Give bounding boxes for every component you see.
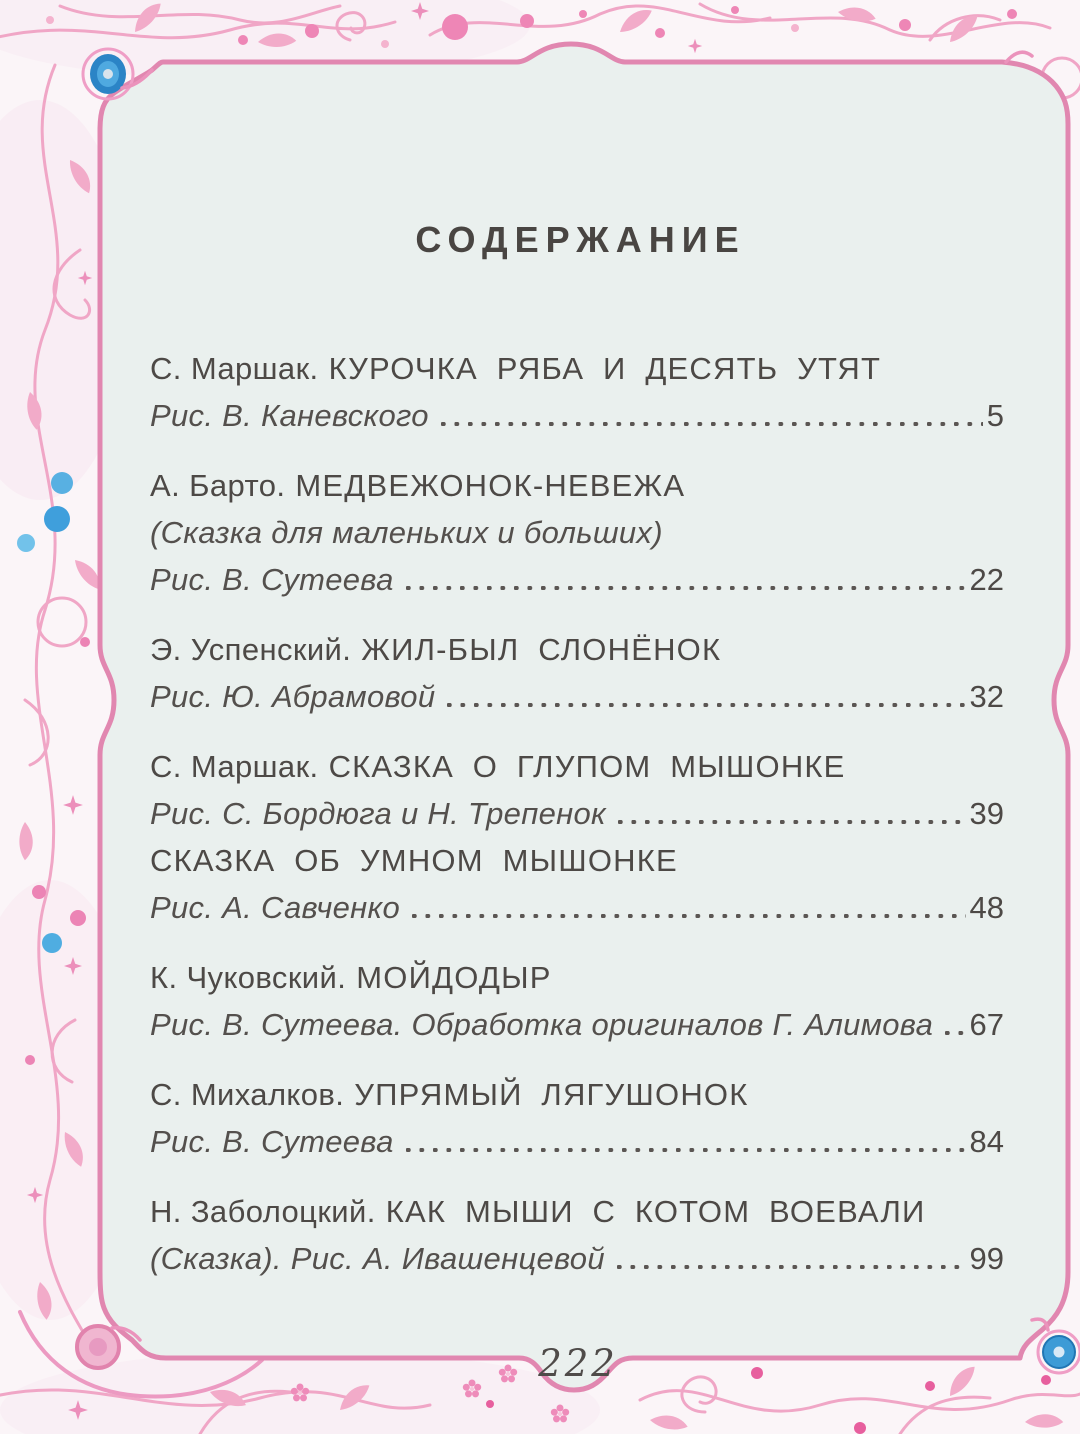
dot-leader (447, 703, 965, 707)
toc-entry (150, 626, 1004, 720)
toc-title-text: ЖИЛ-БЫЛ СЛОНЁНОК (361, 632, 722, 667)
toc-page-number: 5 (986, 398, 1004, 433)
toc-page-number: 84 (969, 1124, 1004, 1159)
toc-author-text: Э. Успенский. (150, 632, 352, 667)
toc-page-number: 67 (969, 1007, 1004, 1042)
toc-illustrator-text: Рис. В. Сутеева. Обработка оригиналов Г. Алимова (150, 1007, 934, 1042)
toc-title-line (150, 345, 1004, 392)
toc-author-text: А. Барто. (150, 468, 286, 503)
toc-author-text: К. Чуковский. (150, 960, 347, 995)
toc-title-line (150, 1188, 1004, 1235)
toc-credit-line (150, 1001, 1004, 1048)
toc-credit-line (150, 673, 1004, 720)
toc-author-text: С. Маршак. (150, 749, 319, 784)
toc-page-number: 39 (969, 796, 1004, 831)
toc-credit-line (150, 556, 1004, 603)
toc-illustrator-text: Рис. Ю. Абрамовой (150, 679, 436, 714)
toc-entry (150, 345, 1004, 439)
toc-subtitle-line (150, 509, 1004, 556)
toc-subtitle-text: (Сказка для маленьких и больших) (150, 515, 663, 550)
toc-title-text: КАК МЫШИ С КОТОМ ВОЕВАЛИ (385, 1194, 926, 1229)
dot-leader (406, 1148, 966, 1152)
toc-credit-line (150, 1118, 1004, 1165)
dot-leader (945, 1031, 965, 1035)
toc-title-line (150, 626, 1004, 673)
folio-page-number: 222 (538, 1342, 618, 1385)
toc-title-text: УПРЯМЫЙ ЛЯГУШОНОК (354, 1077, 749, 1112)
toc-page-number: 22 (969, 562, 1004, 597)
toc-credit-line (150, 884, 1004, 931)
toc-credit-line (150, 790, 1004, 837)
corner-bead-top-left (83, 49, 133, 99)
dot-leader (412, 914, 966, 918)
toc-entry (150, 1071, 1004, 1165)
toc-title-line (150, 462, 1004, 509)
toc-illustrator-text: Рис. В. Каневского (150, 398, 429, 433)
toc-page-number: 99 (969, 1241, 1004, 1276)
toc-page-number: 48 (969, 890, 1004, 925)
toc-title-text: СКАЗКА О ГЛУПОМ МЫШОНКЕ (328, 749, 846, 784)
contents-title: СОДЕРЖАНИЕ (415, 219, 746, 260)
toc-entry (150, 462, 1004, 603)
dot-leader (618, 820, 966, 824)
dot-leader (617, 1265, 966, 1269)
toc-entry (150, 954, 1004, 1048)
toc-author-text: С. Маршак. (150, 351, 319, 386)
toc-title-line (150, 954, 1004, 1001)
toc-illustrator-text: Рис. В. Сутеева (150, 1124, 394, 1159)
toc-title-line (150, 743, 1004, 790)
toc-page-number: 32 (969, 679, 1004, 714)
toc-entry (150, 743, 1004, 931)
toc-author-text: С. Михалков. (150, 1077, 345, 1112)
toc-author-text: Н. Заболоцкий. (150, 1194, 376, 1229)
toc-title-text: МОЙДОДЫР (356, 960, 552, 995)
toc-illustrator-text: Рис. В. Сутеева (150, 562, 394, 597)
toc-list (150, 345, 1004, 1282)
toc-title-text: СКАЗКА ОБ УМНОМ МЫШОНКЕ (150, 843, 678, 878)
toc-illustrator-text: (Сказка). Рис. А. Ивашенцевой (150, 1241, 605, 1276)
toc-title-line (150, 837, 1004, 884)
toc-entry (150, 1188, 1004, 1282)
toc-illustrator-text: Рис. С. Бордюга и Н. Трепенок (150, 796, 606, 831)
toc-credit-line (150, 1235, 1004, 1282)
toc-title-line (150, 1071, 1004, 1118)
toc-title-text: МЕДВЕЖОНОК-НЕВЕЖА (295, 468, 686, 503)
toc-credit-line (150, 392, 1004, 439)
toc-content (150, 0, 1004, 1305)
dot-leader (406, 586, 966, 590)
toc-illustrator-text: Рис. А. Савченко (150, 890, 400, 925)
toc-title-text: КУРОЧКА РЯБА И ДЕСЯТЬ УТЯТ (328, 351, 882, 386)
dot-leader (441, 422, 983, 426)
